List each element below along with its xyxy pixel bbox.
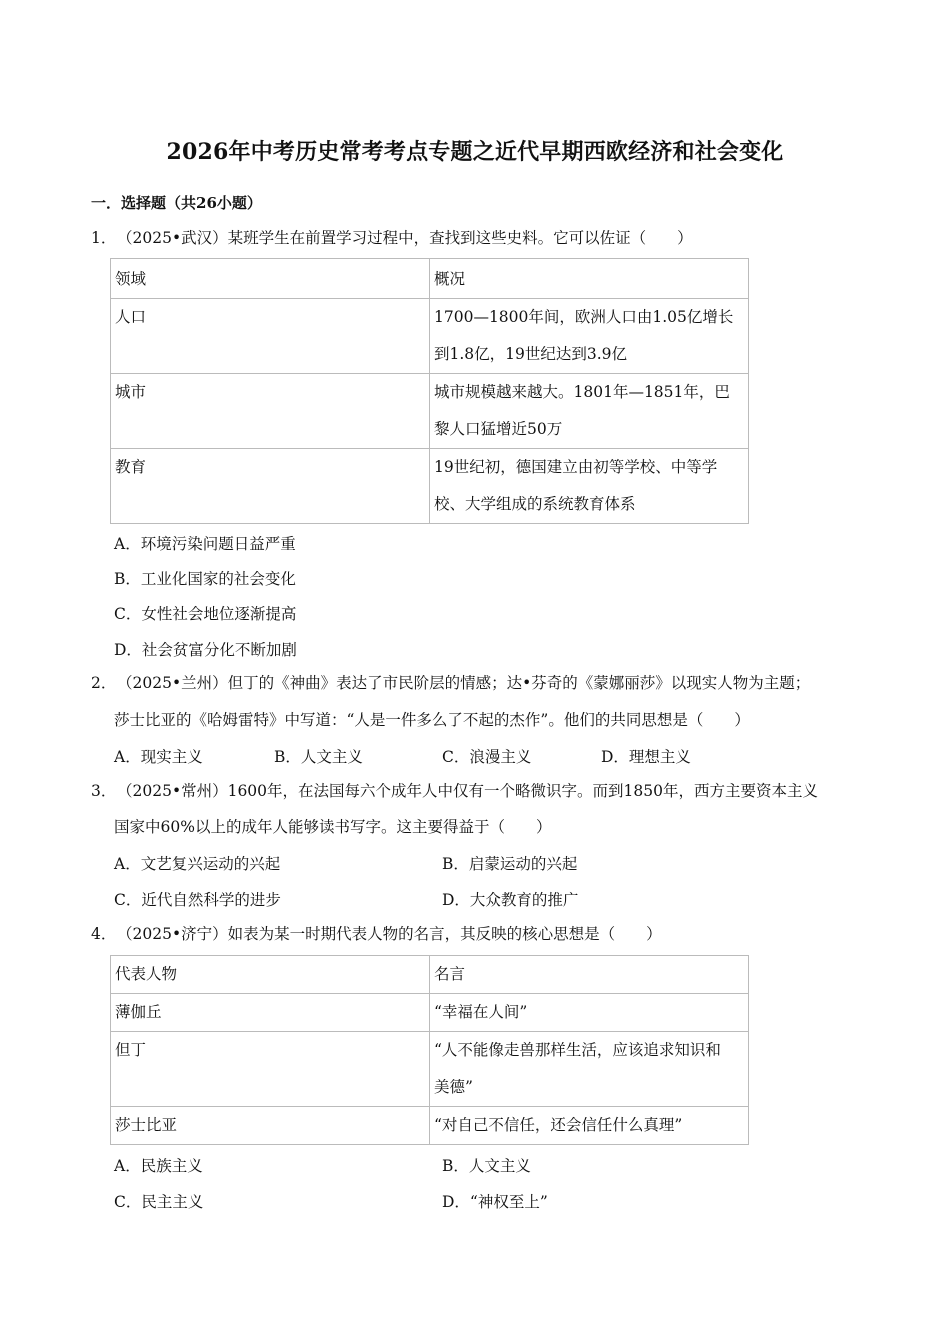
question-3-continuation: 国家中60%以上的成年人能够读书写字。这主要得益于（ ） [114,818,552,836]
option-c: C．浪漫主义 [442,748,532,766]
option-d: D．“神权至上” [442,1193,548,1211]
section-heading: 一．选择题（共26小题） [91,194,262,212]
table-cell: 莎士比亚 [111,1107,430,1145]
question-stem: （2025•武汉）某班学生在前置学习过程中，查找到这些史料。它可以佐证（ ） [117,229,693,247]
table-cell-line: 1700—1800年间，欧洲人口由1.05亿增长 [434,308,734,326]
document-title: 2026年中考历史常考考点专题之近代早期西欧经济和社会变化 [166,139,784,165]
table-cell: “幸福在人间” [430,994,749,1032]
option-b: B．人文主义 [442,1157,531,1175]
table-cell: “对自己不信任，还会信任什么真理” [430,1107,749,1145]
table-row [111,449,749,524]
table-header-row [111,956,749,994]
option-a: A．文艺复兴运动的兴起 [114,855,281,873]
question-number: 4． [91,925,117,943]
table-header-row [111,259,749,299]
table-row [111,994,749,1032]
option-d: D．大众教育的推广 [442,891,579,909]
table-cell [430,299,749,374]
table-cell-line: 校、大学组成的系统教育体系 [434,495,636,513]
question-3 [91,781,818,801]
table-row [111,374,749,449]
question-1-table [110,258,749,524]
table-cell [430,1032,749,1107]
table-cell: 城市 [111,374,430,449]
option-a: A．民族主义 [114,1157,203,1175]
table-header-cell: 代表人物 [111,956,430,994]
table-cell-line: 美德” [434,1078,473,1096]
option-d: D．社会贫富分化不断加剧 [114,641,297,659]
question-4 [91,924,662,944]
question-stem: （2025•兰州）但丁的《神曲》表达了市民阶层的情感；达•芬奇的《蒙娜丽莎》以现实人物为主题； [117,674,811,692]
option-b: B．工业化国家的社会变化 [114,570,296,588]
question-number: 2． [91,674,117,692]
table-cell: 薄伽丘 [111,994,430,1032]
question-2 [91,673,810,693]
table-cell-line: “人不能像走兽那样生活，应该追求知识和 [434,1041,721,1059]
table-cell: 教育 [111,449,430,524]
table-cell-line: 19世纪初，德国建立由初等学校、中等学 [434,458,718,476]
table-cell-line: 黎人口猛增近50万 [434,420,563,438]
table-cell: 但丁 [111,1032,430,1107]
table-cell [430,449,749,524]
option-a: A．现实主义 [114,748,203,766]
option-c: C．女性社会地位逐渐提高 [114,605,297,623]
table-row [111,1032,749,1107]
option-c: C．近代自然科学的进步 [114,891,281,909]
question-4-table [110,955,749,1145]
table-cell [430,374,749,449]
table-header-cell: 名言 [430,956,749,994]
table-cell-line: 城市规模越来越大。1801年—1851年，巴 [434,383,730,401]
option-b: B．人文主义 [274,748,363,766]
question-number: 1． [91,229,117,247]
question-stem: （2025•济宁）如表为某一时期代表人物的名言，其反映的核心思想是（ ） [117,925,662,943]
table-header-cell: 领域 [111,259,430,299]
question-2-continuation: 莎士比亚的《哈姆雷特》中写道：“人是一件多么了不起的杰作”。他们的共同思想是（ ） [114,711,750,729]
option-d: D．理想主义 [601,748,691,766]
option-b: B．启蒙运动的兴起 [442,855,578,873]
table-cell: 人口 [111,299,430,374]
table-header-cell: 概况 [430,259,749,299]
option-a: A．环境污染问题日益严重 [114,535,296,553]
table-row [111,299,749,374]
table-row [111,1107,749,1145]
question-stem: （2025•常州）1600年，在法国每六个成年人中仅有一个略微识字。而到1850年，西方主要资本主义 [117,782,818,800]
question-1 [91,228,693,248]
question-number: 3． [91,782,117,800]
option-c: C．民主主义 [114,1193,204,1211]
table-cell-line: 到1.8亿，19世纪达到3.9亿 [434,345,628,363]
